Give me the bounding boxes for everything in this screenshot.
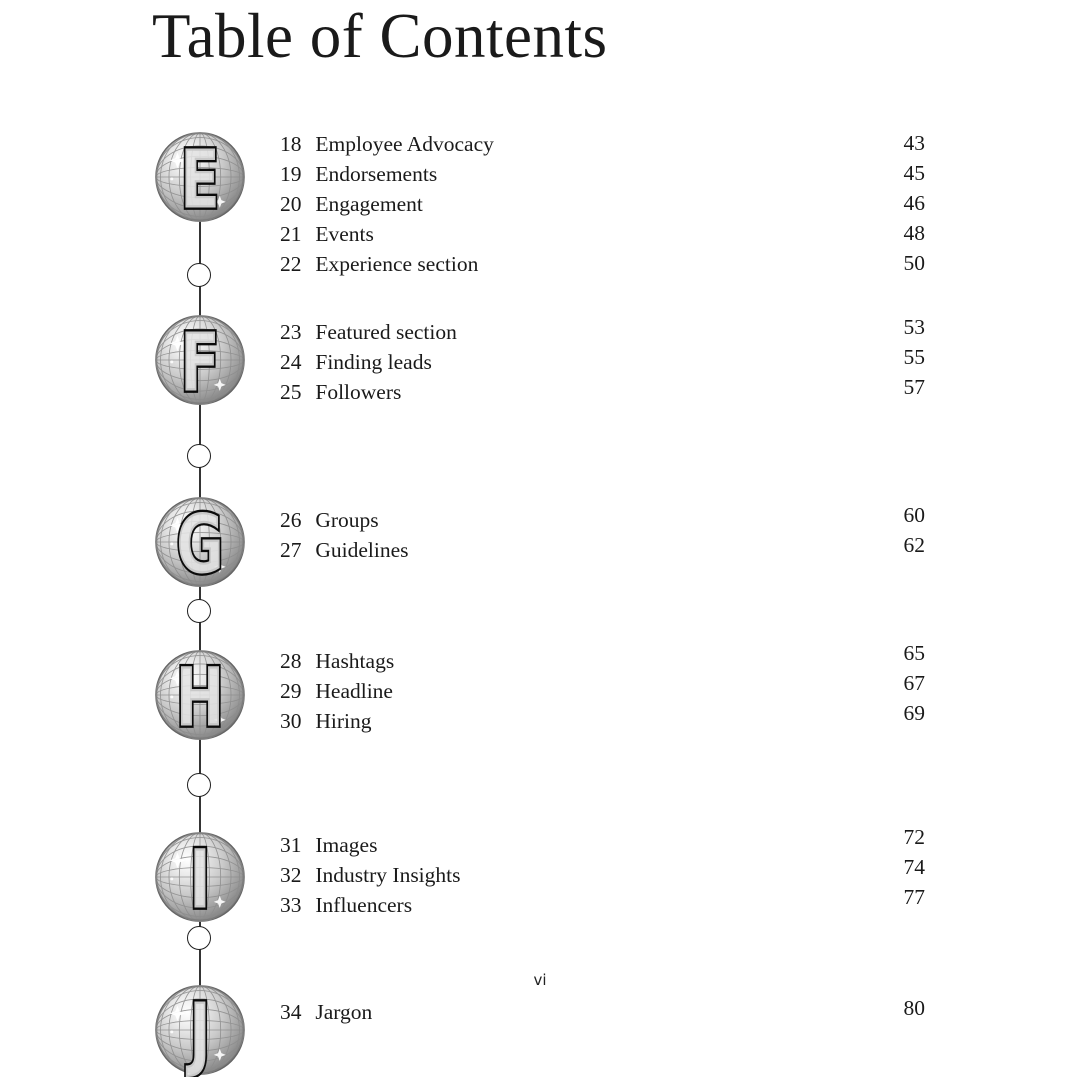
toc-entry: [280, 317, 820, 347]
entry-title: Guidelines: [315, 538, 409, 562]
entry-title: Endorsements: [315, 162, 438, 186]
disco-ball-letter: G: [176, 497, 224, 589]
disco-ball-g-icon: [153, 495, 247, 589]
entry-number: 21: [280, 222, 302, 246]
entry-number: 18: [280, 132, 302, 156]
toc-entry: [280, 129, 820, 159]
entry-title: Images: [315, 833, 378, 857]
toc-section-h-entries: [280, 646, 820, 736]
entry-title: Jargon: [315, 1000, 373, 1024]
entry-number: 30: [280, 709, 302, 733]
entry-title: Followers: [315, 380, 402, 404]
toc-section-e-pages: [835, 128, 925, 278]
entry-number: 25: [280, 380, 302, 404]
entry-page-number: 43: [903, 131, 925, 155]
entry-title: Employee Advocacy: [315, 132, 494, 156]
entry-page-number: 72: [903, 825, 925, 849]
toc-entry: [280, 830, 820, 860]
entry-number: 29: [280, 679, 302, 703]
entry-number: 33: [280, 893, 302, 917]
toc-entry: [280, 505, 820, 535]
disco-ball-i-icon: [153, 830, 247, 924]
entry-page-number: 74: [903, 855, 925, 879]
entry-page-number: 69: [903, 701, 925, 725]
toc-section-j-entries: [280, 997, 820, 1027]
toc-section-g-pages: [835, 500, 925, 560]
entry-page-number: 45: [903, 161, 925, 185]
toc-entry: [280, 706, 820, 736]
entry-number: 20: [280, 192, 302, 216]
entry-title: Headline: [315, 679, 393, 703]
disco-ball-h-icon: [153, 648, 247, 742]
toc-entry: [280, 189, 820, 219]
entry-title: Hiring: [315, 709, 372, 733]
entry-title: Groups: [315, 508, 379, 532]
entry-number: 19: [280, 162, 302, 186]
toc-section-j-pages: [835, 993, 925, 1023]
toc-entry: [280, 249, 820, 279]
toc-entry: [280, 860, 820, 890]
entry-page-number: 60: [903, 503, 925, 527]
toc-section-e-entries: [280, 129, 820, 279]
toc-section-f-pages: [835, 312, 925, 402]
page-title: Table of Contents: [152, 1, 608, 71]
connector-bead: [187, 773, 211, 797]
entry-title: Influencers: [315, 893, 413, 917]
entry-number: 22: [280, 252, 302, 276]
connector-bead: [187, 599, 211, 623]
toc-entry: [280, 890, 820, 920]
entry-title: Engagement: [315, 192, 423, 216]
entry-number: 34: [280, 1000, 302, 1024]
toc-section-f-entries: [280, 317, 820, 407]
disco-ball-j-icon: [153, 983, 247, 1077]
entry-number: 27: [280, 538, 302, 562]
entry-title: Hashtags: [315, 649, 395, 673]
page-folio: vi: [533, 971, 547, 989]
toc-section-g-entries: [280, 505, 820, 565]
disco-ball-e-icon: [153, 130, 247, 224]
toc-entry: [280, 646, 820, 676]
toc-section-h-pages: [835, 638, 925, 728]
toc-entry: [280, 997, 820, 1027]
entry-title: Experience section: [315, 252, 479, 276]
entry-number: 32: [280, 863, 302, 887]
entry-page-number: 46: [903, 191, 925, 215]
toc-entry: [280, 347, 820, 377]
toc-entry: [280, 159, 820, 189]
toc-entry: [280, 219, 820, 249]
connector-bead: [187, 263, 211, 287]
toc-entry: [280, 377, 820, 407]
entry-number: 31: [280, 833, 302, 857]
disco-ball-letter: E: [180, 132, 220, 224]
entry-page-number: 62: [903, 533, 925, 557]
toc-entry: [280, 535, 820, 565]
entry-title: Finding leads: [315, 350, 432, 374]
disco-ball-letter: H: [175, 650, 225, 742]
entry-page-number: 53: [903, 315, 925, 339]
toc-entry: [280, 676, 820, 706]
entry-page-number: 55: [903, 345, 925, 369]
entry-number: 28: [280, 649, 302, 673]
entry-number: 24: [280, 350, 302, 374]
connector-bead: [187, 926, 211, 950]
entry-page-number: 80: [903, 996, 925, 1020]
entry-title: Events: [315, 222, 374, 246]
entry-page-number: 50: [903, 251, 925, 275]
toc-section-i-entries: [280, 830, 820, 920]
entry-title: Featured section: [315, 320, 457, 344]
connector-bead: [187, 444, 211, 468]
disco-ball-letter: F: [180, 315, 220, 407]
entry-title: Industry Insights: [315, 863, 461, 887]
entry-page-number: 57: [903, 375, 925, 399]
disco-ball-letter: J: [189, 985, 211, 1077]
entry-page-number: 48: [903, 221, 925, 245]
entry-page-number: 65: [903, 641, 925, 665]
disco-ball-letter: I: [189, 832, 211, 924]
toc-section-i-pages: [835, 822, 925, 912]
entry-number: 23: [280, 320, 302, 344]
entry-page-number: 67: [903, 671, 925, 695]
entry-number: 26: [280, 508, 302, 532]
entry-page-number: 77: [903, 885, 925, 909]
disco-ball-f-icon: [153, 313, 247, 407]
